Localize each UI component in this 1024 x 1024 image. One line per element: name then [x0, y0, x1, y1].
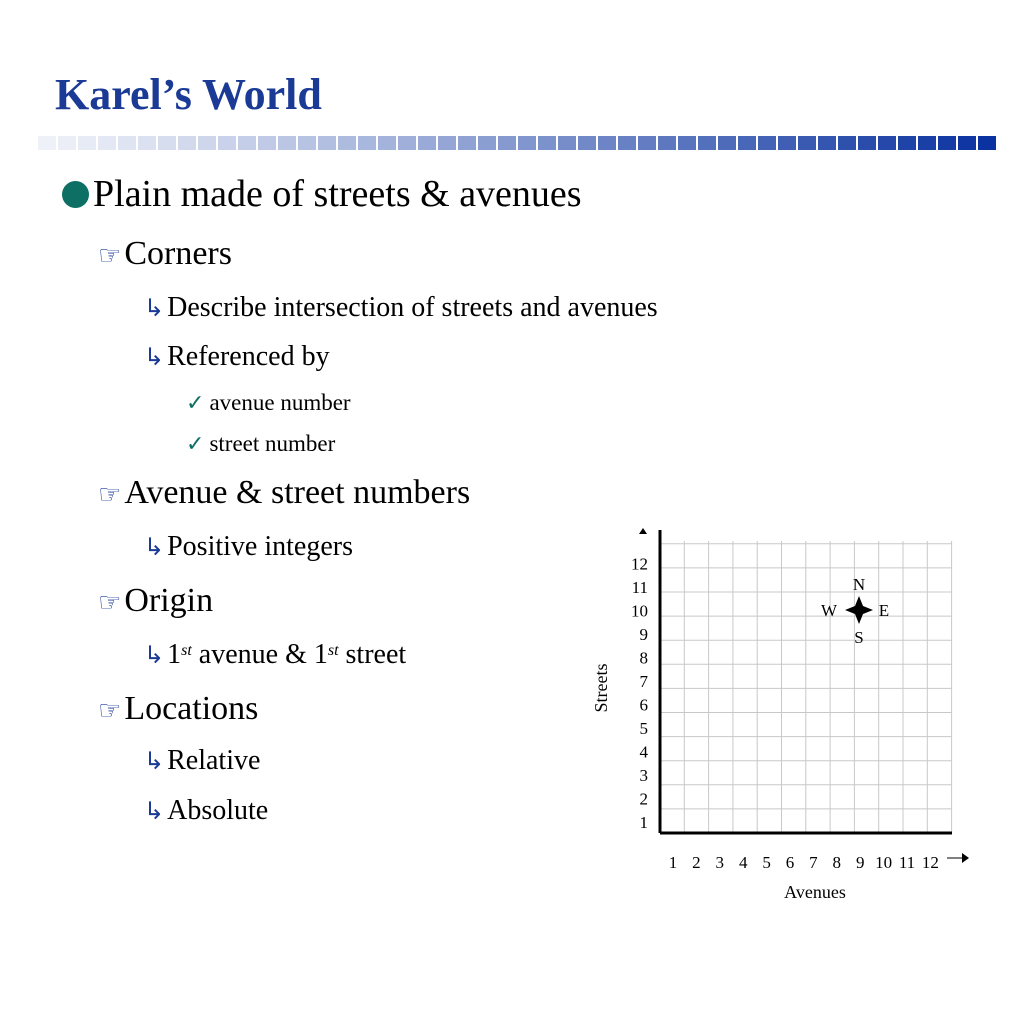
- avenue-number-label: 1: [668, 853, 678, 872]
- bar-square: [798, 136, 816, 150]
- bar-square: [558, 136, 576, 150]
- street-number-label: 6: [639, 695, 648, 715]
- compass-east: E: [878, 601, 890, 620]
- title-gradient-bar: [38, 136, 998, 150]
- bar-square: [758, 136, 776, 150]
- bullet-numbers: [98, 474, 470, 512]
- bar-square: [418, 136, 436, 150]
- ordinal-suffix: st: [181, 642, 192, 659]
- compass-star-icon: [845, 596, 873, 624]
- bar-square: [158, 136, 176, 150]
- bullet-referenced: [144, 341, 330, 373]
- checkmark-icon: ✓: [186, 391, 205, 416]
- bullet-positive: [144, 531, 353, 563]
- bar-square: [838, 136, 856, 150]
- bar-square: [118, 136, 136, 150]
- compass-north: N: [852, 575, 866, 594]
- bar-square: [678, 136, 696, 150]
- bar-square: [658, 136, 676, 150]
- pointing-hand-icon: ☞: [98, 588, 122, 618]
- street-number-label: 2: [639, 789, 648, 809]
- bar-square: [818, 136, 836, 150]
- bar-square: [378, 136, 396, 150]
- bar-square: [338, 136, 356, 150]
- bar-square: [58, 136, 76, 150]
- street-number-label: 7: [639, 672, 648, 691]
- origin-part: street: [338, 639, 407, 670]
- bar-square: [478, 136, 496, 150]
- bar-square: [698, 136, 716, 150]
- origin-part: avenue & 1: [191, 639, 328, 670]
- bar-square: [538, 136, 556, 150]
- grid-lines: [660, 541, 952, 833]
- bullet-origin: [98, 582, 213, 620]
- bar-square: [938, 136, 956, 150]
- avenue-number-label: 12: [921, 853, 939, 872]
- curved-arrow-icon: ↳: [144, 533, 165, 561]
- bar-square: [778, 136, 796, 150]
- street-number-label: 11: [631, 578, 648, 597]
- street-number-label: 5: [639, 719, 648, 738]
- avenue-number-label: 10: [875, 853, 893, 872]
- bar-square: [318, 136, 336, 150]
- bullet-text: avenue number: [209, 390, 351, 415]
- bullet-text: Corners: [124, 235, 232, 272]
- bar-square: [238, 136, 256, 150]
- avenue-number-label: 6: [785, 853, 795, 872]
- bullet-corners: [98, 235, 232, 273]
- bar-square: [598, 136, 616, 150]
- bullet-origin-detail: [144, 639, 406, 671]
- bullet-text: Referenced by: [167, 341, 330, 372]
- bar-square: [738, 136, 756, 150]
- avenue-number-label: 5: [762, 853, 771, 872]
- bullet-text: street number: [209, 431, 336, 456]
- origin-part: 1: [167, 639, 182, 670]
- street-number-label: 12: [631, 554, 648, 574]
- bullet-street-number: [186, 431, 335, 457]
- slide-title: Karel’s World: [55, 70, 322, 119]
- bar-square: [398, 136, 416, 150]
- checkmark-icon: ✓: [186, 432, 205, 457]
- bar-square: [438, 136, 456, 150]
- bar-square: [198, 136, 216, 150]
- curved-arrow-icon: ↳: [144, 797, 165, 825]
- bar-square: [718, 136, 736, 150]
- filled-circle-bullet-icon: [62, 181, 89, 208]
- ordinal-suffix: st: [327, 642, 339, 659]
- bar-square: [298, 136, 316, 150]
- bar-square: [898, 136, 916, 150]
- compass-west: W: [820, 601, 838, 620]
- y-axis-label: Streets: [591, 663, 611, 713]
- pointing-hand-icon: ☞: [98, 480, 122, 510]
- avenue-number-label: 2: [692, 853, 701, 872]
- bullet-text: Relative: [167, 745, 261, 776]
- avenue-number-label: 11: [898, 853, 916, 872]
- bar-square: [78, 136, 96, 150]
- bar-square: [178, 136, 196, 150]
- x-axis-label: Avenues: [784, 882, 846, 902]
- bullet-text: Positive integers: [167, 531, 353, 562]
- bullet-describe: [144, 292, 658, 324]
- street-number-label: 8: [639, 648, 648, 668]
- bar-square: [518, 136, 536, 150]
- bullet-text: Plain made of streets & avenues: [93, 173, 582, 215]
- bar-square: [358, 136, 376, 150]
- bar-square: [918, 136, 936, 150]
- pointing-hand-icon: ☞: [98, 696, 122, 726]
- street-number-label: 1: [639, 813, 648, 832]
- bar-square: [98, 136, 116, 150]
- bullet-locations: [98, 690, 258, 728]
- bar-square: [38, 136, 56, 150]
- bar-square: [278, 136, 296, 150]
- bullet-absolute: [144, 795, 268, 827]
- bar-square: [578, 136, 596, 150]
- bar-square: [858, 136, 876, 150]
- bullet-text: Locations: [124, 690, 259, 727]
- pointing-hand-icon: ☞: [98, 241, 122, 271]
- bullet-relative: [144, 745, 260, 777]
- avenue-number-label: 7: [809, 853, 818, 872]
- bar-square: [958, 136, 976, 150]
- bullet-text: Avenue & street numbers: [124, 474, 471, 511]
- bar-square: [638, 136, 656, 150]
- x-axis-arrow-icon: [962, 853, 969, 863]
- bar-square: [218, 136, 236, 150]
- street-number-label: 3: [639, 766, 648, 785]
- bar-square: [138, 136, 156, 150]
- avenue-number-label: 9: [855, 853, 865, 872]
- y-axis-arrow-icon: [639, 528, 647, 534]
- bar-square: [498, 136, 516, 150]
- bullet-avenue-number: [186, 390, 351, 416]
- bar-square: [978, 136, 996, 150]
- bar-square: [878, 136, 896, 150]
- curved-arrow-icon: ↳: [144, 641, 165, 669]
- avenue-number-label: 4: [738, 853, 748, 872]
- street-number-label: 10: [631, 601, 648, 621]
- curved-arrow-icon: ↳: [144, 747, 165, 775]
- bar-square: [618, 136, 636, 150]
- street-number-label: 4: [639, 742, 648, 762]
- bullet-level1: [62, 172, 582, 216]
- curved-arrow-icon: ↳: [144, 294, 165, 322]
- compass-south: S: [854, 628, 864, 647]
- bar-square: [258, 136, 276, 150]
- bar-square: [458, 136, 476, 150]
- avenue-number-label: 3: [715, 853, 725, 872]
- karel-world-grid: [585, 522, 985, 912]
- street-number-label: 9: [639, 625, 648, 644]
- bullet-text: Absolute: [167, 795, 269, 826]
- curved-arrow-icon: ↳: [144, 343, 165, 371]
- bullet-text: Describe intersection of streets and avenues: [167, 292, 658, 323]
- avenue-number-label: 8: [832, 853, 842, 872]
- bullet-text: Origin: [124, 582, 214, 619]
